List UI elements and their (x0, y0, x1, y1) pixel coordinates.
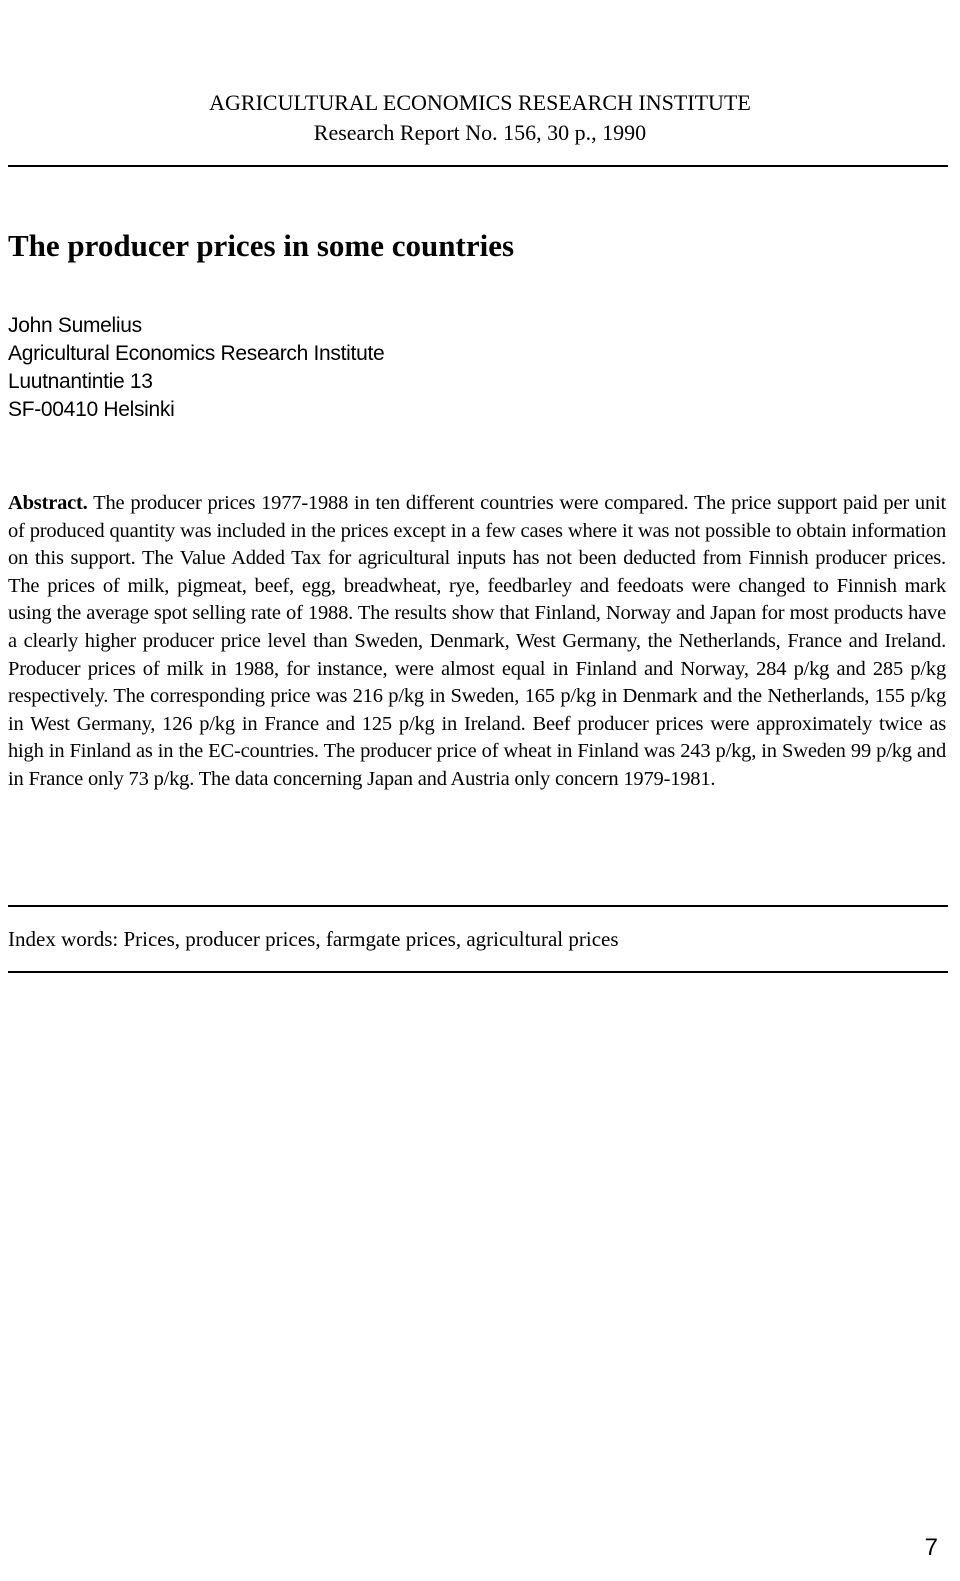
paper-title: The producer prices in some countries (8, 228, 515, 263)
abstract-paragraph (8, 490, 946, 794)
author-affiliation: Agricultural Economics Research Institute (8, 342, 385, 365)
report-header (0, 88, 960, 148)
index-top-divider (8, 905, 948, 907)
author-block (8, 312, 384, 424)
institute-name: AGRICULTURAL ECONOMICS RESEARCH INSTITUTE (209, 90, 751, 115)
abstract-label: Abstract. (8, 492, 88, 514)
author-street: Luutnantintie 13 (8, 370, 153, 393)
report-info: Research Report No. 156, 30 p., 1990 (313, 120, 647, 145)
author-name: John Sumelius (8, 314, 142, 337)
author-city: SF-00410 Helsinki (8, 398, 175, 421)
top-divider (8, 165, 948, 167)
abstract-text: The producer prices 1977-1988 in ten different countries were compared. The price support paid per unit of produced quantity was included in the prices except in a few cases where it was not possible to obtain information on this support. The Value Added Tax for agricultural inputs has not been deducted from Finnish producer prices. The prices of milk, pigmeat, beef, egg, breadwheat, rye, feedbarley and feedoats were changed to Finnish mark using the average spot selling rate of 1988. The results show that Finland, Norway and Japan for most products have a clearly higher producer price level than Sweden, Denmark, West Germany, the Netherlands, France and Ireland. Producer prices of milk in 1988, for instance, were almost equal in Finland and Norway, 284 p/kg and 285 p/kg respectively. The corresponding price was 216 p/kg in Sweden, 165 p/kg in Denmark and the Netherlands, 155 p/kg in West Germany, 126 p/kg in France and 125 p/kg in Ireland. Beef producer prices were approximately twice as high in Finland as in the EC-countries. The producer price of wheat in Finland was 243 p/kg, in Sweden 99 p/kg and in France only 73 p/kg. The data concerning Japan and Austria only concern 1979-1981. (8, 492, 946, 790)
index-words: Index words: Prices, producer prices, farmgate prices, agricultural prices (8, 927, 619, 951)
page-number: 7 (924, 1534, 938, 1561)
index-bottom-divider (8, 971, 948, 973)
